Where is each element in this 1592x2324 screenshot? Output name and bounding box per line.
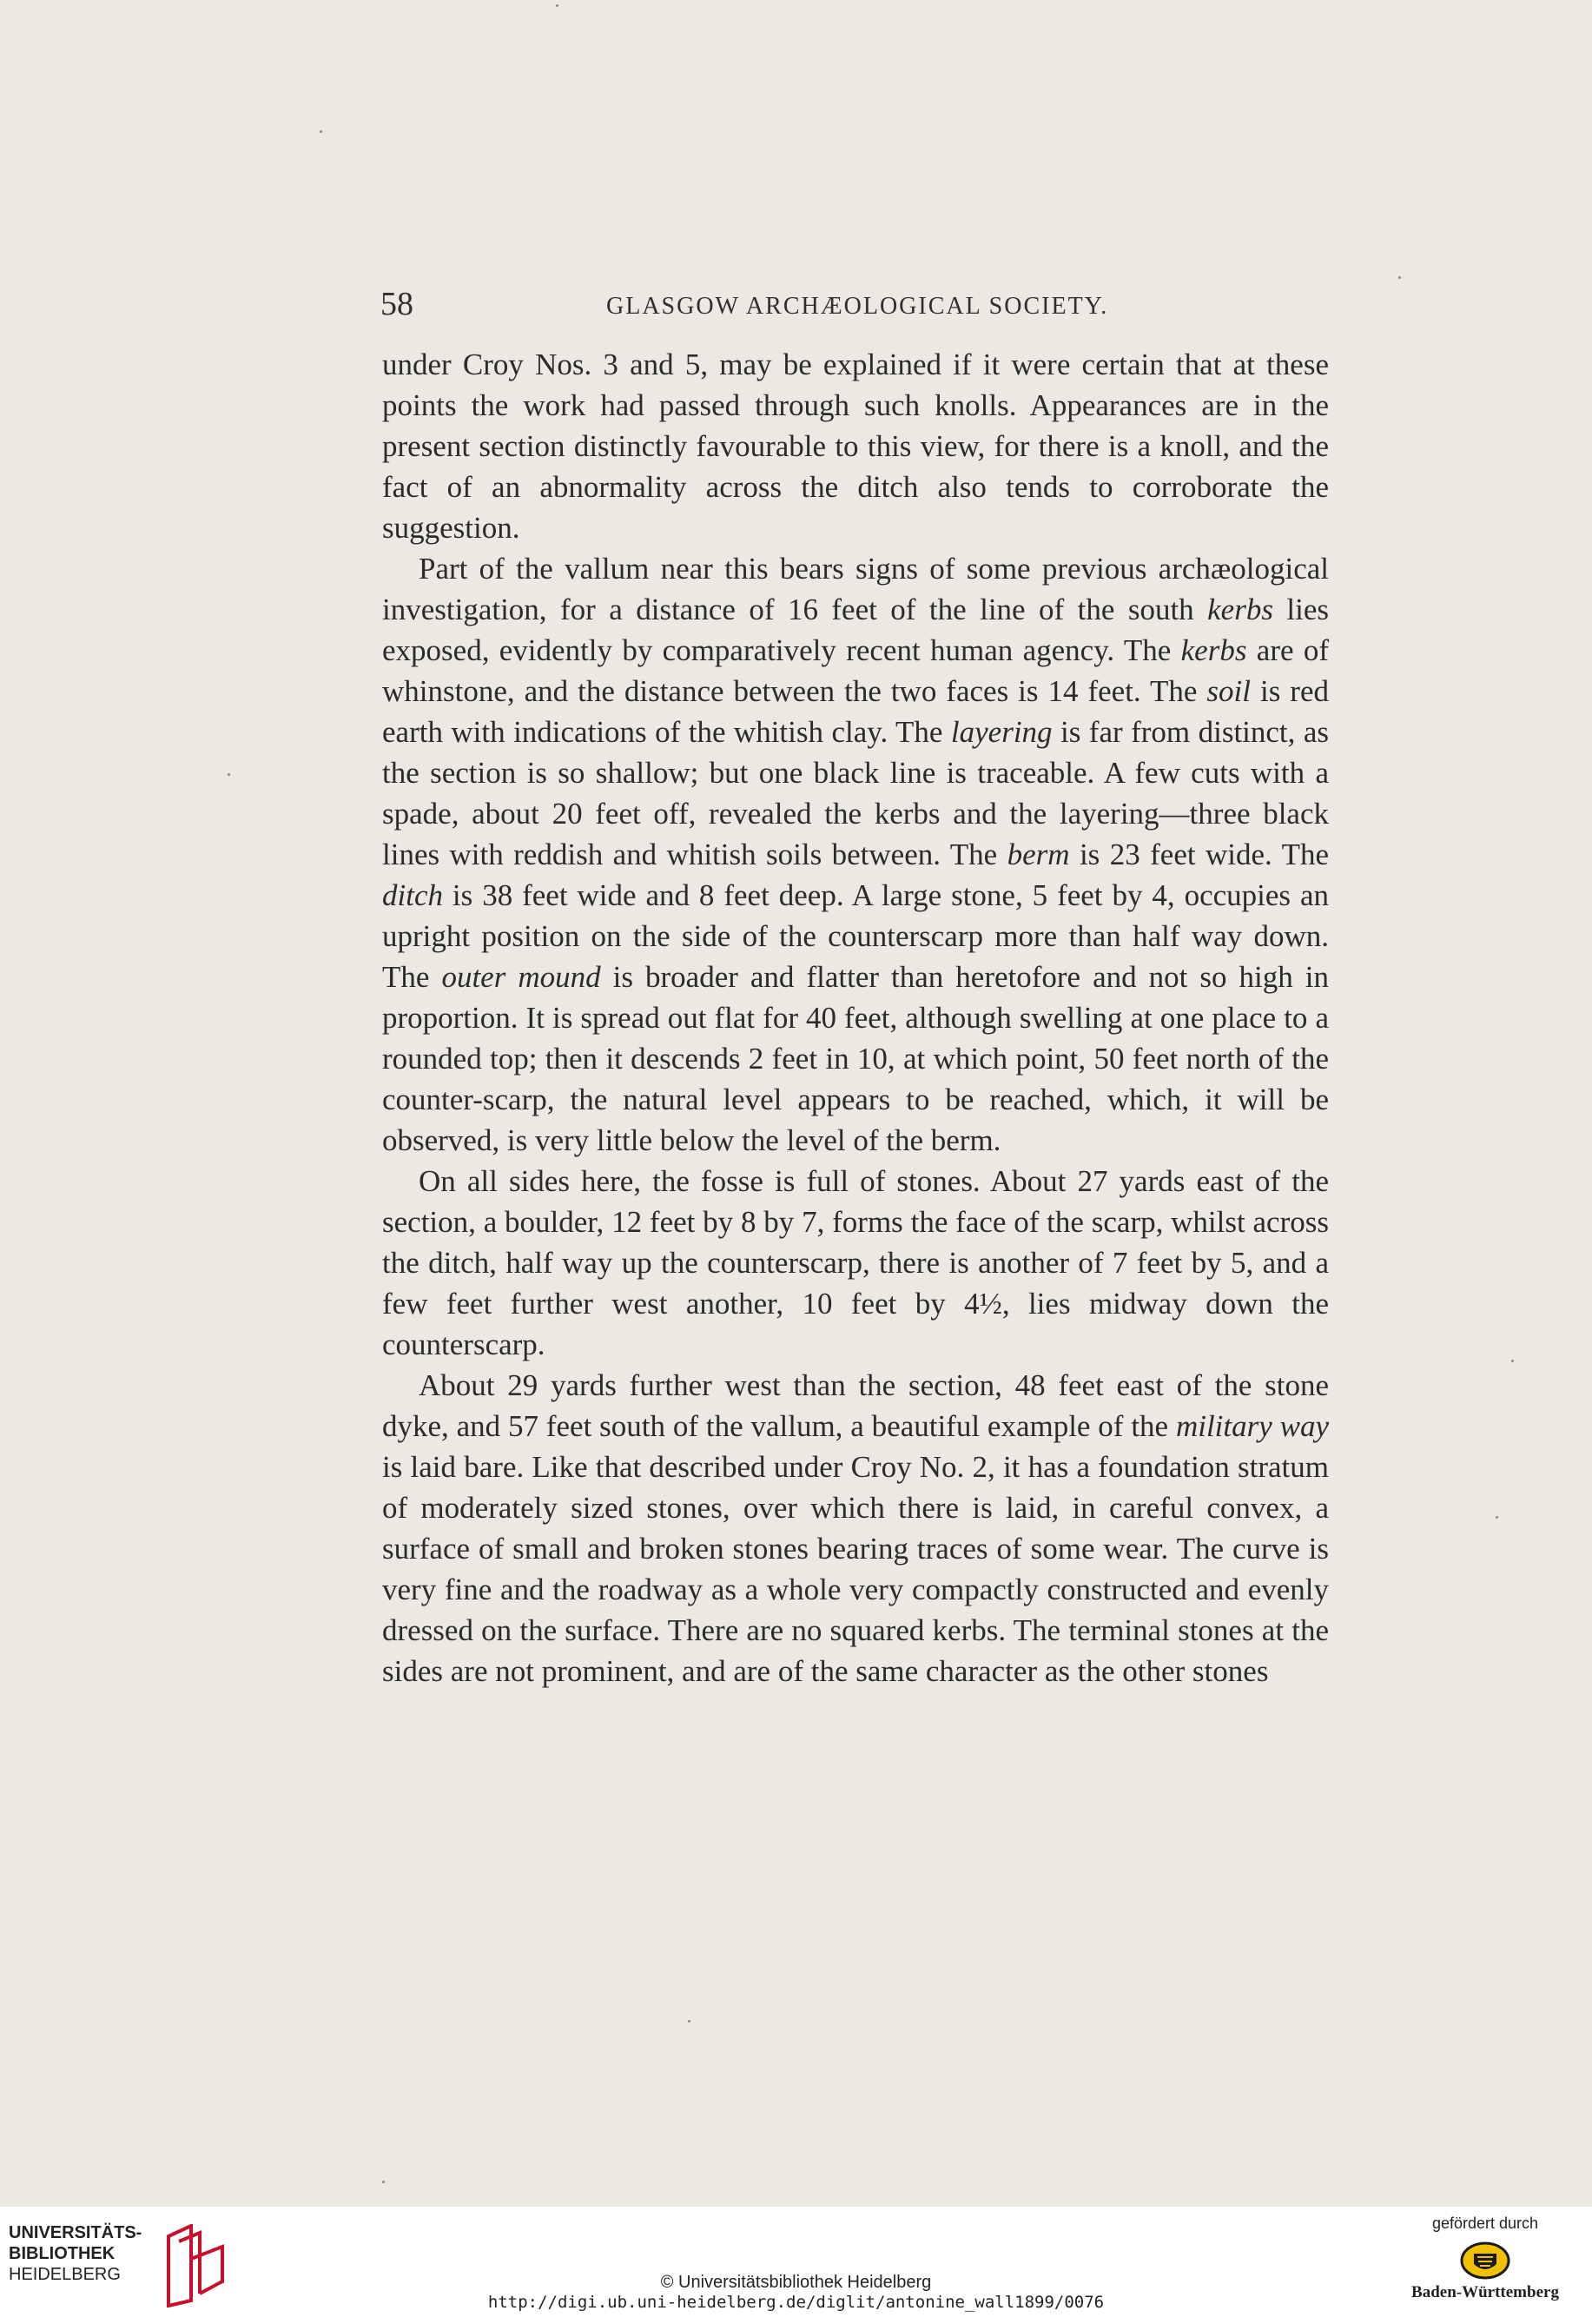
library-name-line3: HEIDELBERG [9, 2265, 121, 2284]
italic-term: ditch [382, 878, 443, 912]
italic-term: military way [1175, 1409, 1329, 1443]
body-paragraph [382, 344, 1329, 548]
scan-speck [382, 2181, 385, 2183]
scan-speck [228, 773, 230, 776]
scan-speck [320, 130, 322, 133]
scan-speck [1398, 276, 1401, 279]
text-run: is red earth with indications of the whitish clay. The [382, 674, 1329, 749]
coat-of-arms-icon [1460, 2241, 1510, 2280]
copyright-notice: © Universitätsbibliothek Heidelberg [660, 2273, 932, 2292]
permalink-url[interactable]: http://digi.ub.uni-heidelberg.de/diglit/antonine_wall1899/0076 [487, 2293, 1105, 2312]
footer-bar [0, 2207, 1592, 2324]
page-number: 58 [380, 286, 413, 322]
text-run: lies exposed, evidently by comparatively recent human agency. The [382, 593, 1330, 667]
text-run: is 23 feet wide. The [1069, 838, 1329, 871]
page-header [380, 282, 1327, 334]
text-run: Part of the vallum near this bears signs of some previous archæological investigation, for a distance of 16 feet of the line of the south [382, 552, 1329, 626]
italic-term: soil [1206, 674, 1251, 708]
library-name-line2: BIBLIOTHEK [9, 2244, 116, 2263]
italic-term: kerbs [1180, 633, 1247, 667]
italic-term: berm [1007, 838, 1070, 871]
body-paragraph [382, 1161, 1329, 1365]
funder-logo[interactable] [1390, 2208, 1581, 2321]
body-paragraph [382, 548, 1329, 1161]
text-run: About 29 yards further west than the section, 48 feet east of the stone dyke, and 57 feet south of the vallum, a beautiful example of the [382, 1368, 1329, 1443]
text-run: is far from distinct, as the section is so shallow; but one black line is traceable. A few cuts with a spade, about 20 feet off, revealed the kerbs and the layering—three black lines with reddish and whitish soils between. The [382, 715, 1330, 871]
running-head: GLASGOW ARCHÆOLOGICAL SOCIETY. [606, 293, 1109, 320]
body-text [382, 344, 1329, 1692]
funder-name: Baden-Württemberg [1411, 2283, 1559, 2301]
italic-term: layering [950, 715, 1053, 749]
scan-speck [556, 4, 558, 7]
scan-speck [688, 2020, 690, 2023]
scan-speck [1496, 1516, 1498, 1519]
text-run: On all sides here, the fosse is full of stones. About 27 yards east of the section, a boulder, 12 feet by 8 by 7, forms the face of the scarp, whilst across the ditch, half way up the counterscarp, there is another of 7 feet by 5, and a few feet further west another, 10 feet by 4½, lies midway down the counterscarp. [382, 1164, 1329, 1361]
body-paragraph [382, 1365, 1329, 1692]
text-run: is laid bare. Like that described under Croy No. 2, it has a foundation stratum of moderately sized stones, over which there is laid, in careful convex, a surface of small and broken stones bearing traces of some wear. The curve is very fine and the roadway as a whole very compactly constructed and evenly dressed on the surface. There are no squared kerbs. The terminal stones at the sides are not prominent, and are of the same character as the other stones [382, 1450, 1329, 1688]
funded-by-label: gefördert durch [1431, 2215, 1539, 2232]
text-run: under Croy Nos. 3 and 5, may be explained if it were certain that at these points the work had passed through such knolls. Appearances are in the present section distinctly favourable to this view, for there is a knoll, and the fact of an abnormality across the ditch also tends to corroborate the suggestion. [382, 348, 1329, 545]
text-run: is broader and flatter than heretofore and not so high in proportion. It is spread out flat for 40 feet, although swelling at one place to a rounded top; then it descends 2 feet in 10, at which point, 50 feet north of the counter-scarp, the natural level appears to be reached, which, it will be observed, is very little below the level of the berm. [382, 960, 1330, 1157]
scan-speck [1511, 1360, 1514, 1362]
text-run: are of whinstone, and the distance between the two faces is 14 feet. The [382, 633, 1329, 708]
library-name-line1: UNIVERSITÄTS- [9, 2223, 142, 2242]
text-run: is 38 feet wide and 8 feet deep. A large stone, 5 feet by 4, occupies an upright position on the side of the counterscarp more than half way down. The [382, 878, 1329, 994]
italic-term: kerbs [1207, 593, 1273, 626]
italic-term: outer mound [441, 960, 601, 994]
